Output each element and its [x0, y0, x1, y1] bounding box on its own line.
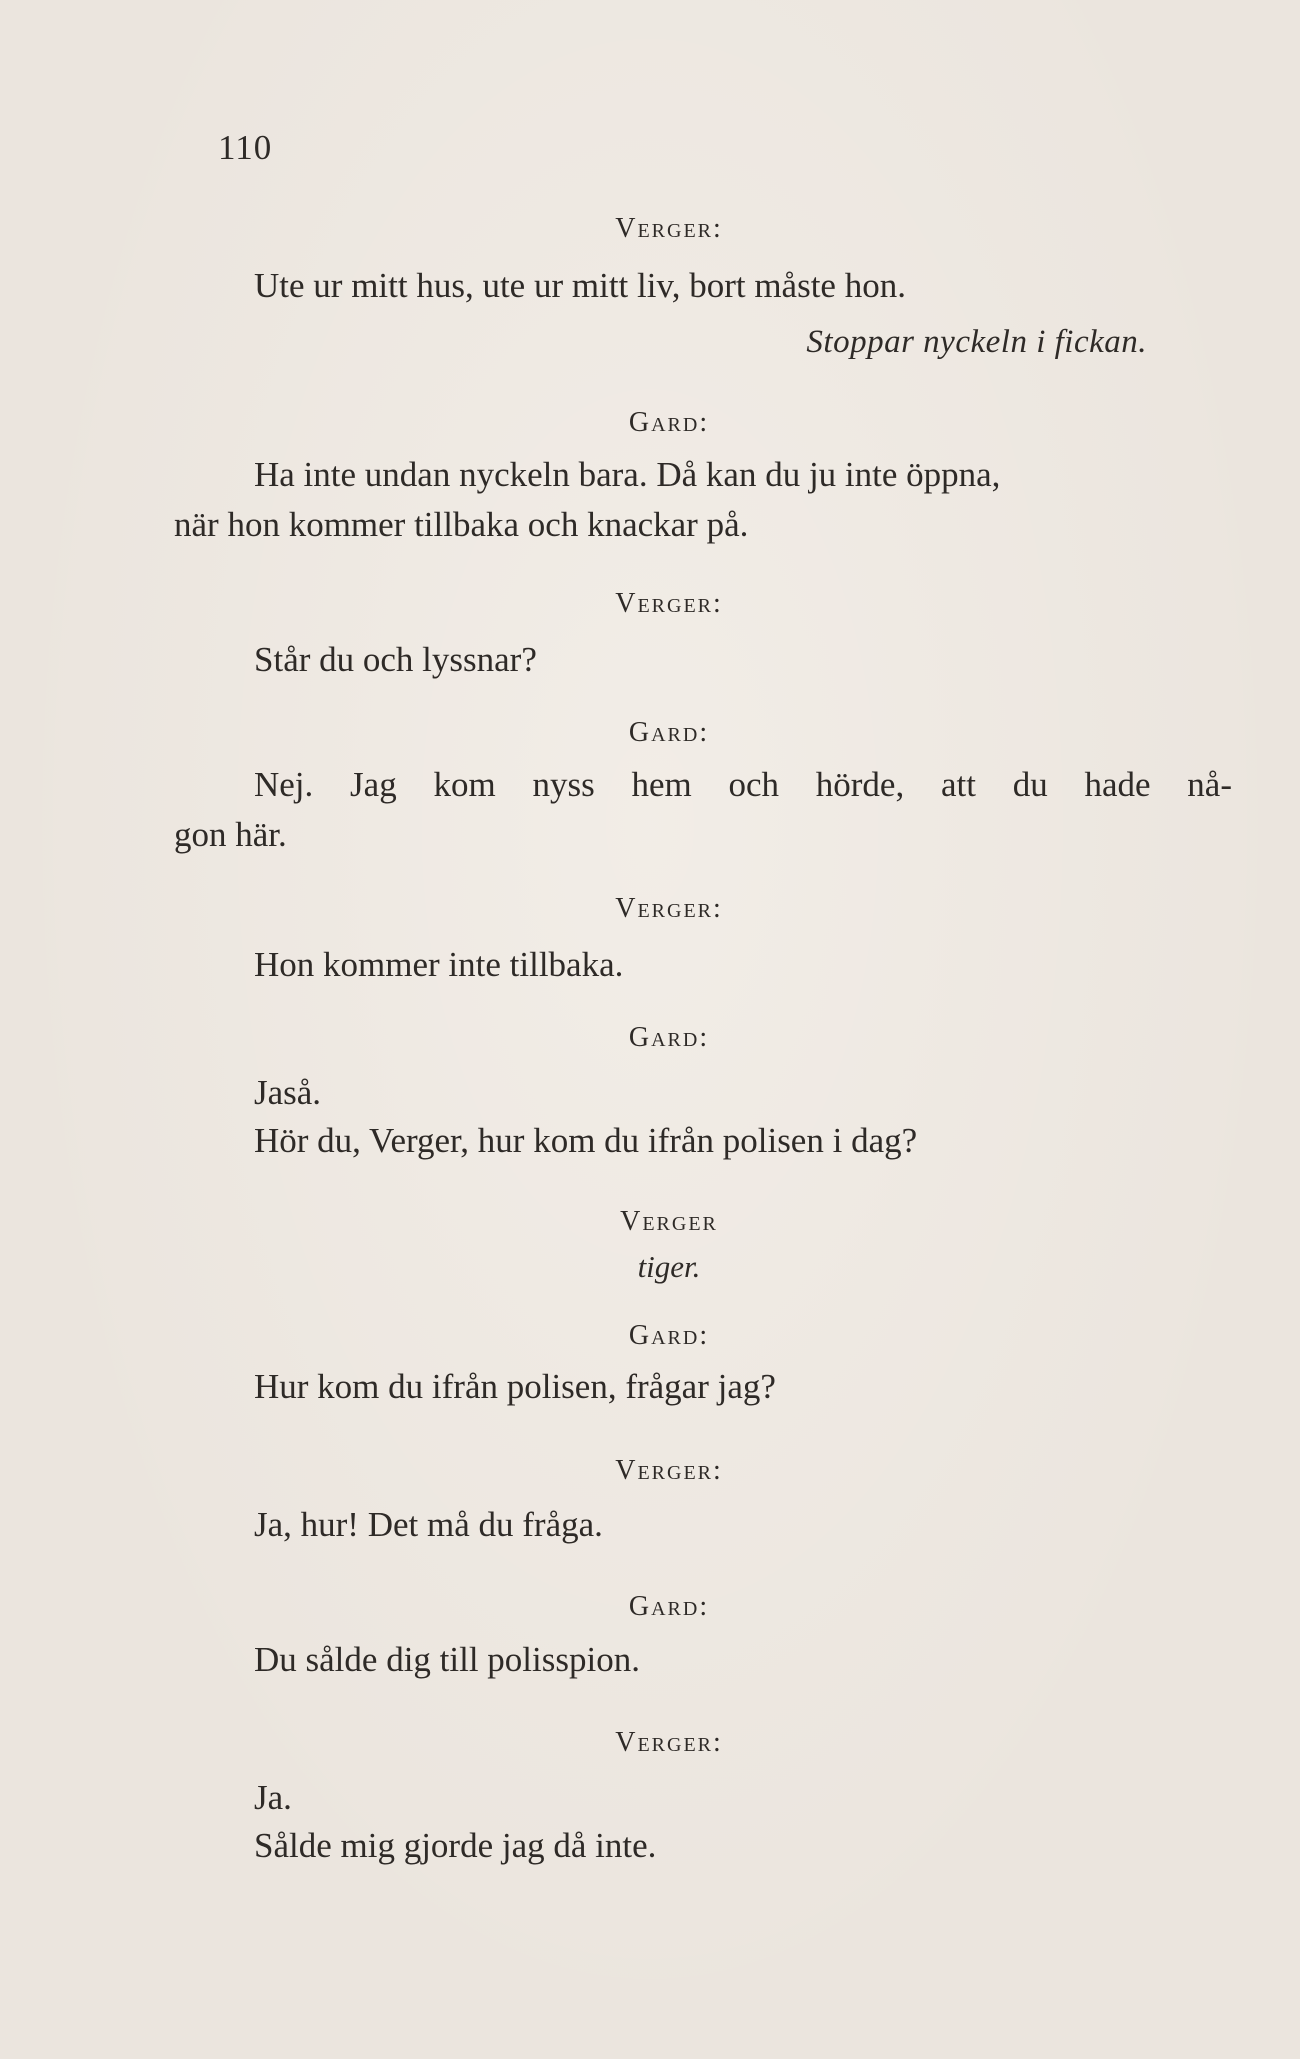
stage-direction: tiger. — [637, 1249, 701, 1284]
dialogue-line: Står du och lyssnar? — [254, 640, 537, 679]
speaker-gard: Gard: — [628, 717, 710, 748]
dialogue-line: Ja, hur! Det må du fråga. — [254, 1505, 603, 1544]
speaker-verger: Verger: — [615, 1727, 723, 1758]
dialogue-line: Sålde mig gjorde jag då inte. — [254, 1826, 657, 1865]
dialogue-line: Ha inte undan nyckeln bara. Då kan du ju inte öppna, — [254, 455, 1001, 494]
speaker-verger: Verger: — [615, 588, 723, 619]
dialogue-line: gon här. — [174, 815, 287, 854]
speaker-verger: Verger: — [615, 893, 723, 924]
speaker-verger: Verger: — [615, 1455, 723, 1486]
dialogue-line: Ja. — [254, 1778, 292, 1817]
speaker-gard: Gard: — [628, 1591, 710, 1622]
dialogue-line: när hon kommer tillbaka och knackar på. — [174, 505, 749, 544]
speaker-gard: Gard: — [628, 1022, 710, 1053]
dialogue-line: Hon kommer inte tillbaka. — [254, 945, 624, 984]
page-number: 110 — [218, 128, 273, 167]
speaker-gard: Gard: — [628, 1320, 710, 1351]
speaker-gard: Gard: — [628, 407, 710, 438]
dialogue-line: Hör du, Verger, hur kom du ifrån polisen i dag? — [254, 1121, 918, 1160]
dialogue-line: Nej. Jag kom nyss hem och hörde, att du hade nå- — [254, 765, 1232, 804]
stage-direction: Stoppar nyckeln i fickan. — [806, 324, 1147, 360]
dialogue-line: Du sålde dig till polisspion. — [254, 1640, 640, 1679]
dialogue-line: Hur kom du ifrån polisen, frågar jag? — [254, 1367, 776, 1406]
dialogue-line: Ute ur mitt hus, ute ur mitt liv, bort måste hon. — [254, 266, 906, 305]
speaker-verger: Verger — [620, 1206, 718, 1237]
dialogue-line: Jaså. — [254, 1073, 322, 1112]
speaker-verger: Verger: — [615, 213, 723, 244]
